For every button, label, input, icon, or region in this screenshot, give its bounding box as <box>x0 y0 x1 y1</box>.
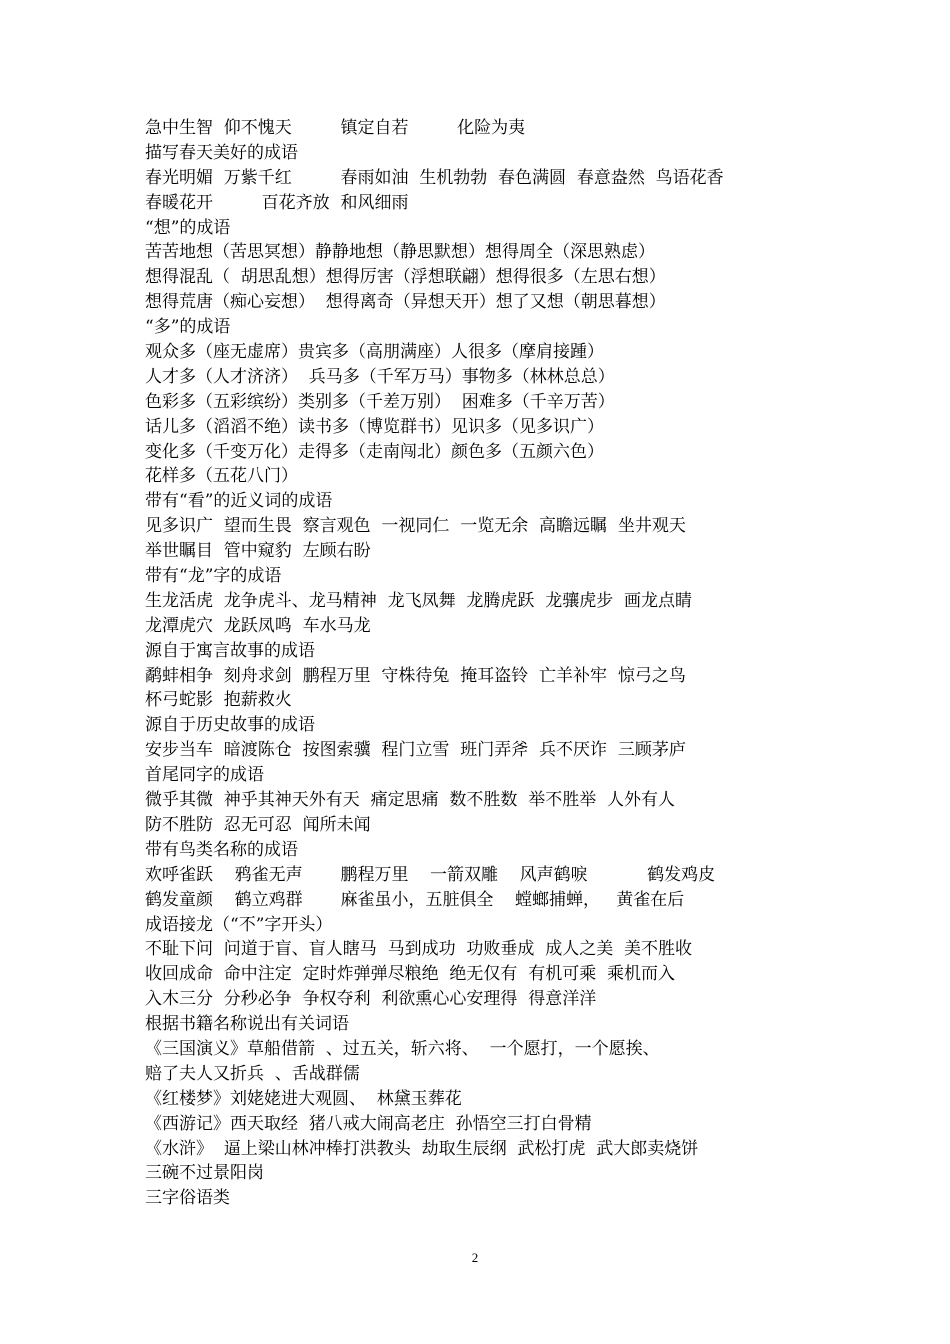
text-line: 源自于寓言故事的成语 <box>145 640 315 661</box>
text-line: 话儿多（滔滔不绝）读书多（博览群书）见识多（见多识广） <box>145 416 604 437</box>
text-line: 《水浒》 逼上梁山林冲棒打洪教头 劫取生辰纲 武松打虎 武大郎卖烧饼 <box>145 1138 699 1159</box>
text-line: 欢呼雀跃 鸦雀无声 鹏程万里 一箭双雕 风声鹤唳 鹤发鸡皮 <box>145 864 716 885</box>
text-line: 变化多（千变万化）走得多（走南闯北）颜色多（五颜六色） <box>145 441 604 462</box>
page-number: 2 <box>471 1250 479 1265</box>
text-line: 源自于历史故事的成语 <box>145 715 315 736</box>
text-line: 首尾同字的成语 <box>145 765 264 786</box>
text-line: 苦苦地想（苦思冥想）静静地想（静思默想）想得周全（深思熟虑） <box>145 242 655 263</box>
document-body <box>145 116 845 1211</box>
text-line: 带有“看”的近义词的成语 <box>145 491 333 512</box>
text-line: 根据书籍名称说出有关词语 <box>145 1014 349 1035</box>
text-line: 杯弓蛇影 抱薪救火 <box>145 690 292 711</box>
text-line: 想得混乱（ 胡思乱想）想得厉害（浮想联翩）想得很多（左思右想） <box>145 267 666 288</box>
text-line: 《西游记》西天取经 猪八戒大闹高老庄 孙悟空三打白骨精 <box>145 1113 592 1134</box>
text-line: “想”的成语 <box>145 217 231 238</box>
text-line: 描写春天美好的成语 <box>145 142 298 163</box>
text-line: 不耻下问 问道于盲、盲人瞎马 马到成功 功败垂成 成人之美 美不胜收 <box>145 939 693 960</box>
text-line: 安步当车 暗渡陈仓 按图索骥 程门立雪 班门弄斧 兵不厌诈 三顾茅庐 <box>145 740 686 761</box>
text-line: 生龙活虎 龙争虎斗、龙马精神 龙飞凤舞 龙腾虎跃 龙骧虎步 画龙点睛 <box>145 590 693 611</box>
text-line: 入木三分 分秒必争 争权夺利 利欲熏心心安理得 得意洋洋 <box>145 989 597 1010</box>
text-line: 成语接龙（“不”字开头） <box>145 914 333 935</box>
text-line: 观众多（座无虚席）贵宾多（高朋满座）人很多（摩肩接踵） <box>145 342 604 363</box>
text-line: 花样多（五花八门） <box>145 466 298 487</box>
text-line: 见多识广 望而生畏 察言观色 一视同仁 一览无余 高瞻远瞩 坐井观天 <box>145 516 686 537</box>
text-line: 举世瞩目 管中窥豹 左顾右盼 <box>145 541 371 562</box>
text-line: 春暖花开 百花齐放 和风细雨 <box>145 192 409 213</box>
text-line: 微乎其微 神乎其神天外有天 痛定思痛 数不胜数 举不胜举 人外有人 <box>145 790 676 811</box>
text-line: 《红楼梦》刘姥姥进大观圆、 林黛玉葬花 <box>145 1088 462 1109</box>
text-line: 鹬蚌相争 刻舟求剑 鹏程万里 守株待兔 掩耳盗铃 亡羊补牢 惊弓之鸟 <box>145 665 686 686</box>
text-line: 三字俗语类 <box>145 1188 230 1209</box>
text-line: 三碗不过景阳岗 <box>145 1163 264 1184</box>
text-line: 龙潭虎穴 龙跃凤鸣 车水马龙 <box>145 615 371 636</box>
text-line: 《三国演义》草船借箭 、过五关，斩六将、 一个愿打，一个愿挨、 <box>145 1038 660 1059</box>
text-line: 防不胜防 忍无可忍 闻所未闻 <box>145 814 371 835</box>
text-line: 收回成命 命中注定 定时炸弹弹尽粮绝 绝无仅有 有机可乘 乘机而入 <box>145 964 676 985</box>
text-line: 人才多（人才济济） 兵马多（千军万马）事物多（林林总总） <box>145 366 615 387</box>
text-line: 春光明媚 万紫千红 春雨如油 生机勃勃 春色满圆 春意盎然 鸟语花香 <box>145 167 724 188</box>
text-line: 想得荒唐（痴心妄想） 想得离奇（异想天开）想了又想（朝思暮想） <box>145 292 666 313</box>
text-line: 鹤发童颜 鹤立鸡群 麻雀虽小，五脏俱全 螳螂捕蝉， 黄雀在后 <box>145 889 685 910</box>
text-line: 赔了夫人又折兵 、舌战群儒 <box>145 1063 360 1084</box>
text-line: 带有“龙”字的成语 <box>145 566 282 587</box>
text-line: “多”的成语 <box>145 317 231 338</box>
text-line: 色彩多（五彩缤纷）类别多（千差万别） 困难多（千辛万苦） <box>145 391 615 412</box>
text-line: 带有鸟类名称的成语 <box>145 839 298 860</box>
text-line: 急中生智 仰不愧天 镇定自若 化险为夷 <box>145 118 526 138</box>
